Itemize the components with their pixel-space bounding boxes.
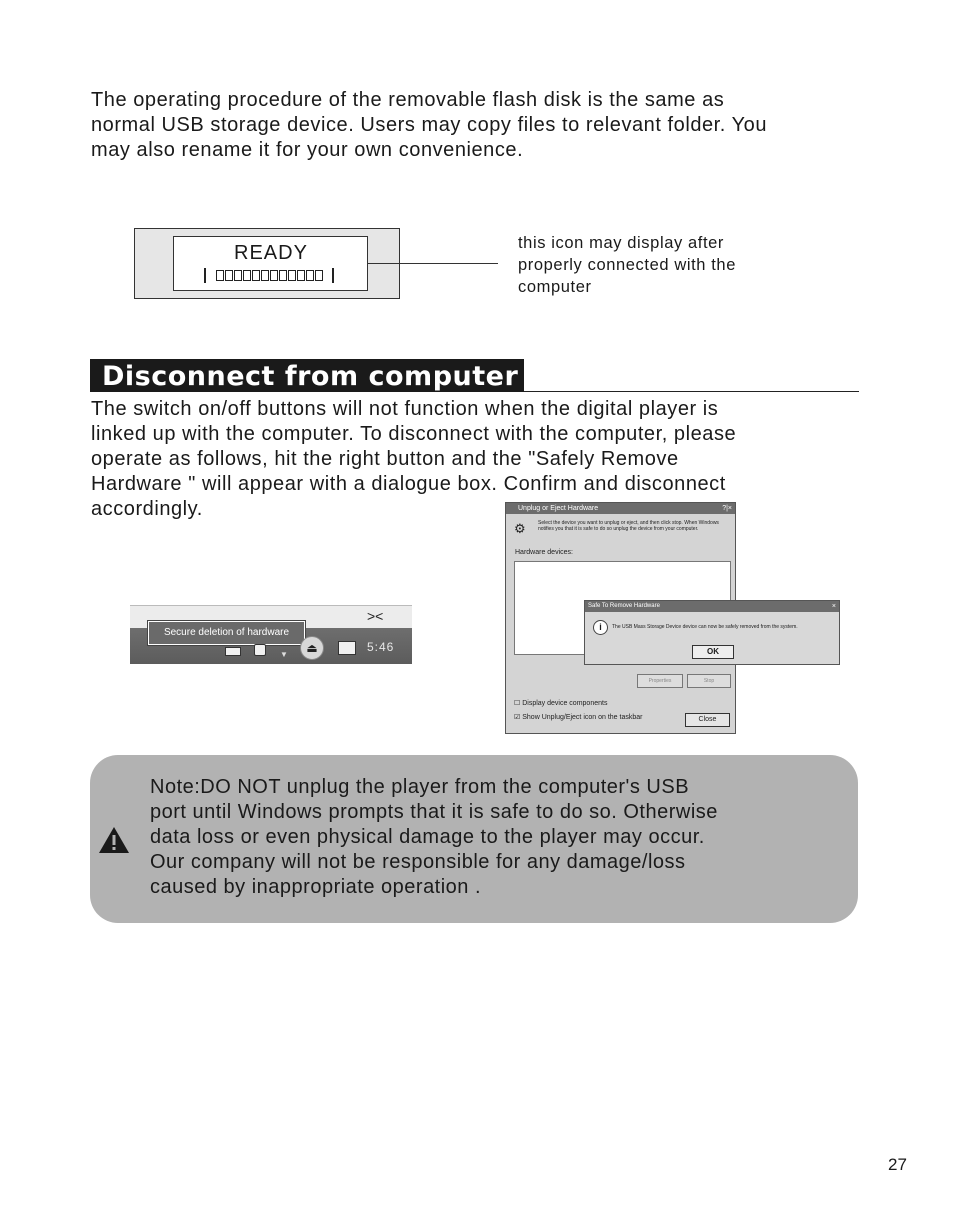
ready-bar-segment [225, 270, 233, 281]
ready-callout-text [518, 232, 798, 298]
warning-icon [98, 826, 130, 854]
properties-button[interactable]: Properties [637, 674, 683, 688]
taskbar-screenshot [130, 605, 412, 664]
note-line: Note:DO NOT unplug the player from the computer's USB [150, 776, 690, 798]
note-line: port until Windows prompts that it is safe to do so. Otherwise [150, 801, 718, 823]
ready-bar-segment [243, 270, 251, 281]
section-line: operate as follows, hit the right button and the "Safely Remove [91, 448, 679, 470]
ready-bar-segment [279, 270, 287, 281]
section-line: accordingly. [91, 498, 203, 520]
ready-bar-segment [252, 270, 260, 281]
safely-remove-hardware-icon[interactable]: ⏏ [300, 636, 324, 660]
chevron-down-icon[interactable]: ▼ [280, 650, 288, 659]
close-button[interactable]: Close [685, 713, 730, 727]
ok-button[interactable]: OK [692, 645, 734, 659]
callout-line-text: this icon may display after [518, 234, 725, 252]
keyboard-icon[interactable] [225, 647, 241, 656]
ready-progress-bar [204, 268, 334, 283]
callout-line-text: computer [518, 278, 592, 296]
note-line: data loss or even physical damage to the player may occur. [150, 826, 705, 848]
callout-line [368, 263, 498, 264]
stop-button[interactable]: Stop [687, 674, 731, 688]
close-icon[interactable]: >< [367, 608, 384, 624]
intro-line: The operating procedure of the removable flash disk is the same as [91, 89, 725, 111]
note-line: caused by inappropriate operation . [150, 876, 482, 898]
ready-bar-segment [216, 270, 224, 281]
section-line: linked up with the computer. To disconnect with the computer, please [91, 423, 737, 445]
page-number: 27 [888, 1155, 907, 1174]
show-icon-checkbox[interactable]: ☑ Show Unplug/Eject icon on the taskbar [514, 714, 643, 721]
section-line: The switch on/off buttons will not function when the digital player is [91, 398, 719, 420]
ready-bar-segment [261, 270, 269, 281]
intro-line: normal USB storage device. Users may copy files to relevant folder. You [91, 114, 768, 136]
safe-to-remove-popup [584, 600, 840, 665]
close-icon[interactable]: × [831, 603, 836, 610]
hardware-devices-label: Hardware devices: [515, 549, 573, 556]
intro-paragraph [91, 88, 881, 163]
taskbar-clock: 5:46 [367, 640, 395, 654]
taskbar-tooltip: Secure deletion of hardware [148, 621, 305, 645]
intro-line: may also rename it for your own convenience. [91, 139, 524, 161]
section-paragraph [91, 397, 881, 522]
ready-text: READY [234, 242, 308, 264]
section-heading: Disconnect from computer [90, 359, 524, 392]
ready-bar-segment [297, 270, 305, 281]
ready-display-panel [134, 228, 400, 299]
note-text [150, 775, 840, 900]
ready-bar-segment [270, 270, 278, 281]
ready-screen [173, 236, 368, 291]
speaker-icon[interactable] [254, 644, 266, 656]
callout-line-text: properly connected with the [518, 256, 736, 274]
ready-bar-segment [306, 270, 314, 281]
note-line: Our company will not be responsible for any damage/loss [150, 851, 686, 873]
dialog-title-buttons[interactable]: ?|× [722, 505, 732, 512]
dialog-title: Unplug or Eject Hardware [506, 503, 735, 514]
ready-bar-segment [315, 270, 323, 281]
computer-icon[interactable] [338, 641, 356, 655]
display-components-checkbox[interactable]: ☐ Display device components [514, 700, 608, 707]
dialog-description: Select the device you want to unplug or eject, and then click stop. When Windows notifies you that it is safe to do so unplug the device from your computer. [538, 520, 719, 532]
checkbox-label: Show Unplug/Eject icon on the taskbar [522, 714, 643, 721]
popup-message: The USB Mass Storage Device device can now be safely removed from the system. [612, 624, 798, 630]
popup-title: Safe To Remove Hardware [585, 601, 839, 612]
info-icon: i [593, 620, 608, 635]
ready-bar-segment [288, 270, 296, 281]
hardware-icon: ⚙ [514, 521, 526, 536]
ready-bar-segment [234, 270, 242, 281]
checkbox-label: Display device components [522, 700, 608, 707]
section-line: Hardware " will appear with a dialogue box. Confirm and disconnect [91, 473, 726, 495]
